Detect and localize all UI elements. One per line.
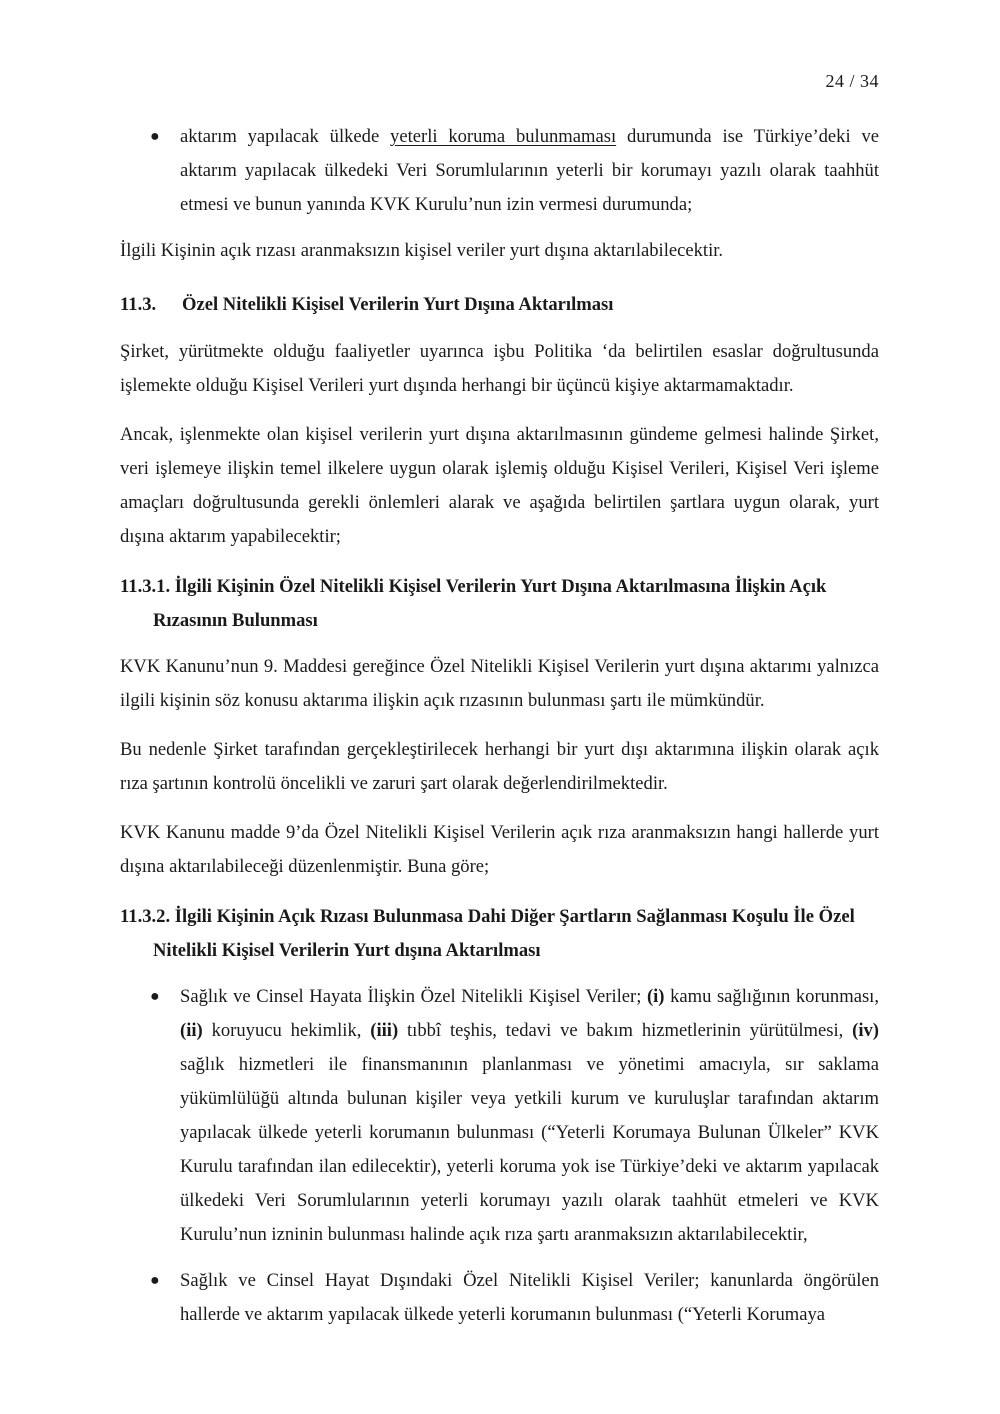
bullet-icon: ● (150, 988, 160, 1005)
section-heading-11-3-2 (120, 900, 879, 968)
page-number: 24 / 34 (825, 71, 879, 91)
list-marker: (i) (646, 986, 665, 1007)
section-title: İlgili Kişinin Özel Nitelikli Kişisel Verilerin Yurt Dışına Aktarılmasına İlişkin Açık Rızasının Bulunması (153, 576, 827, 631)
bullet-item: ● Sağlık ve Cinsel Hayata İlişkin Özel Nitelikli Kişisel Veriler; (i) kamu sağlığının korunması, (ii) koruyucu hekimlik, (iii) tıbbî teşhis, tedavi ve bakım hizmetlerinin yürütülmesi, (iv) sağlık hizmetleri ile finansmanının planlanması ve yönetimi amacıyla, sır saklama yükümlülüğü altında bulunan kişiler veya yetkili kurum ve kuruluşlar tarafından aktarım yapılacak ülkede yeterli korumanın bulunması (“Yeterli Korumaya Bulunan Ülkeler” KVK Kurulu tarafından ilan edilecektir), yeterli koruma yok ise Türkiye’deki ve aktarım yapılacak ülkedeki Veri Sorumlularının yeterli korumayı yazılı olarak taahhüt etmeleri ve KVK Kurulu’nun izninin bulunması halinde açık rıza şartı aranmaksızın aktarılabilecektir, (120, 980, 879, 1252)
bullet-text: Sağlık ve Cinsel Hayat Dışındaki Özel Nitelikli Kişisel Veriler; kanunlarda öngörülen hallerde ve aktarım yapılacak ülkede yeterli korumanın bulunması (“Yeterli Korumaya (180, 1270, 879, 1325)
section-title: İlgili Kişinin Açık Rızası Bulunmasa Dahi Diğer Şartların Sağlanması Koşulu İle Özel Nitelikli Kişisel Verilerin Yurt dışına Aktarılması (153, 906, 855, 961)
paragraph: Ancak, işlenmekte olan kişisel verilerin yurt dışına aktarılmasının gündeme gelmesi halinde Şirket, veri işlemeye ilişkin temel ilkelere uygun olarak işlemiş olduğu Kişisel Verileri, Kişisel Veri işleme amaçları doğrultusunda gerekli önlemleri alarak ve aşağıda belirtilen şartlara uygun olarak, yurt dışına aktarım yapabilecektir; (120, 424, 879, 547)
list-marker: (iii) (370, 1020, 399, 1041)
underlined-text: yeterli koruma bulunmaması (390, 126, 617, 147)
paragraph: Bu nedenle Şirket tarafından gerçekleştirilecek herhangi bir yurt dışı aktarımına ilişkin olarak açık rıza şartının kontrolü öncelikli ve zaruri şart olarak değerlendirilmektedir. (120, 739, 879, 794)
section-title: Özel Nitelikli Kişisel Verilerin Yurt Dışına Aktarılması (182, 294, 614, 315)
section-number: 11.3.2. (120, 906, 171, 927)
bullet-item (120, 120, 879, 222)
paragraph: İlgili Kişinin açık rızası aranmaksızın kişisel veriler yurt dışına aktarılabilecektir. (120, 240, 724, 261)
section-heading-11-3 (120, 288, 879, 322)
bullet-icon: ● (150, 128, 160, 145)
section-heading-11-3-1 (120, 570, 879, 638)
list-marker: (ii) (180, 1020, 203, 1041)
paragraph: KVK Kanunu’nun 9. Maddesi gereğince Özel Nitelikli Kişisel Verilerin yurt dışına aktarımı yalnızca ilgili kişinin söz konusu aktarıma ilişkin açık rızasının bulunması şartı ile mümkündür. (120, 656, 879, 711)
bullet-text: aktarım yapılacak ülkede (180, 126, 391, 147)
page-content (120, 120, 879, 1332)
section-number: 11.3.1. (120, 576, 171, 597)
bullet-item (120, 1264, 879, 1332)
bullet-text: durumunda ise Türkiye’deki ve aktarım yapılacak ülkedeki Veri Sorumlularının yeterli bir korumayı yazılı olarak taahhüt etmesi ve bunun yanında KVK Kurulu’nun izin vermesi durumunda; (180, 126, 880, 215)
list-marker: (iv) (852, 1020, 879, 1041)
bullet-icon: ● (150, 1272, 160, 1289)
section-number: 11.3. (120, 294, 157, 315)
paragraph: KVK Kanunu madde 9’da Özel Nitelikli Kişisel Verilerin açık rıza aranmaksızın hangi hallerde yurt dışına aktarılabileceği düzenlenmiştir. Buna göre; (120, 822, 879, 877)
paragraph: Şirket, yürütmekte olduğu faaliyetler uyarınca işbu Politika ‘da belirtilen esaslar doğrultusunda işlemekte olduğu Kişisel Verileri yurt dışında herhangi bir üçüncü kişiye aktarmamaktadır. (120, 341, 879, 396)
